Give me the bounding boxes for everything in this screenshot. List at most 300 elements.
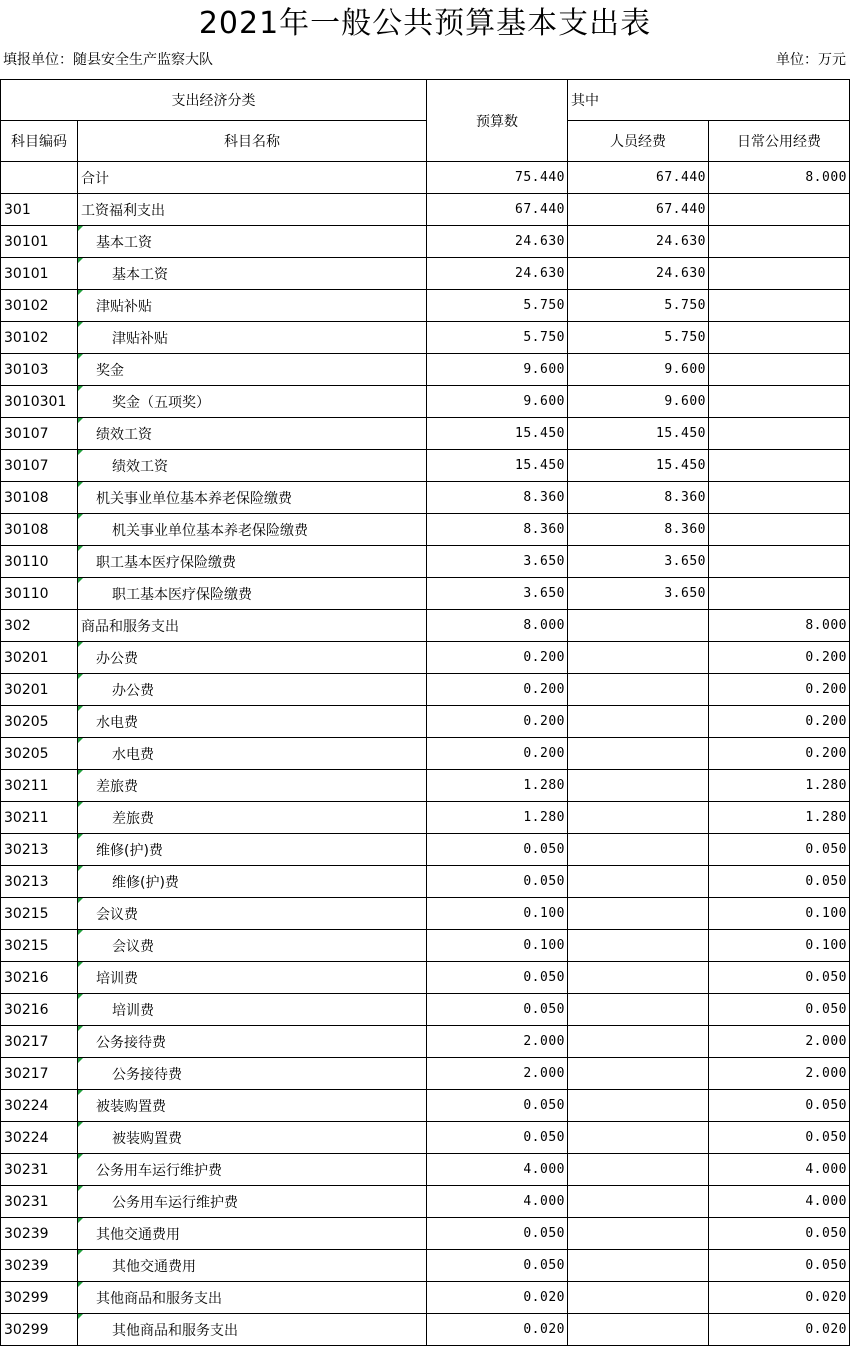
row-personnel [568, 578, 709, 610]
row-code-text: 30215 [4, 937, 49, 954]
row-code [1, 578, 78, 610]
table-row [1, 610, 850, 642]
row-public-text: 0.050 [805, 842, 847, 857]
row-public-text: 2.000 [805, 1066, 847, 1081]
row-code-text: 30211 [4, 777, 49, 794]
row-personnel [568, 610, 709, 642]
row-personnel-text: 8.360 [664, 490, 706, 505]
row-personnel-text: 15.450 [656, 426, 706, 441]
row-personnel [568, 1186, 709, 1218]
row-code [1, 674, 78, 706]
row-budget-text: 67.440 [515, 202, 565, 217]
row-public [709, 1090, 850, 1122]
row-personnel-text: 3.650 [664, 586, 706, 601]
row-personnel [568, 642, 709, 674]
row-code [1, 1026, 78, 1058]
row-personnel-text: 5.750 [664, 330, 706, 345]
row-budget [427, 322, 568, 354]
header-category: 支出经济分类 [1, 80, 427, 121]
cell-comment-marker-icon [78, 1122, 83, 1127]
cell-comment-marker-icon [78, 322, 83, 327]
row-public-text: 0.020 [805, 1290, 847, 1305]
row-budget-text: 1.280 [523, 778, 565, 793]
row-budget [427, 194, 568, 226]
row-name [78, 642, 427, 674]
row-budget [427, 834, 568, 866]
cell-comment-marker-icon [78, 962, 83, 967]
row-name [78, 226, 427, 258]
row-name-text: 公务用车运行维护费 [96, 1162, 222, 1179]
row-name [78, 258, 427, 290]
row-budget [427, 962, 568, 994]
row-name [78, 898, 427, 930]
cell-comment-marker-icon [78, 354, 83, 359]
row-name-text: 维修(护)费 [112, 874, 179, 891]
row-code-text: 30213 [4, 841, 49, 858]
row-code [1, 930, 78, 962]
row-name [78, 866, 427, 898]
table-row [1, 802, 850, 834]
row-personnel [568, 1026, 709, 1058]
row-public-text: 0.100 [805, 938, 847, 953]
currency-unit: 单位：万元 [776, 52, 846, 68]
row-name [78, 578, 427, 610]
row-name [78, 1314, 427, 1346]
table-row [1, 290, 850, 322]
row-public [709, 1122, 850, 1154]
row-name-text: 公务接待费 [96, 1034, 166, 1051]
row-name [78, 1154, 427, 1186]
row-name [78, 290, 427, 322]
row-budget-text: 0.200 [523, 714, 565, 729]
row-public-text: 4.000 [805, 1194, 847, 1209]
row-name-text: 被装购置费 [112, 1130, 182, 1147]
row-code [1, 354, 78, 386]
table-row [1, 674, 850, 706]
row-code [1, 1250, 78, 1282]
table-row [1, 1026, 850, 1058]
row-name [78, 738, 427, 770]
row-personnel [568, 1282, 709, 1314]
row-name [78, 962, 427, 994]
row-code-text: 30101 [4, 265, 49, 282]
row-code-text: 30217 [4, 1065, 49, 1082]
row-personnel-text: 8.360 [664, 522, 706, 537]
row-name-text: 职工基本医疗保险缴费 [96, 554, 236, 571]
row-budget [427, 578, 568, 610]
row-public-text: 0.050 [805, 1098, 847, 1113]
row-budget [427, 1154, 568, 1186]
row-code [1, 834, 78, 866]
row-code [1, 1218, 78, 1250]
row-personnel [568, 866, 709, 898]
row-budget-text: 15.450 [515, 458, 565, 473]
row-public [709, 1154, 850, 1186]
row-name-text: 培训费 [112, 1002, 154, 1019]
row-budget [427, 226, 568, 258]
row-name-text: 绩效工资 [96, 426, 152, 443]
row-public [709, 930, 850, 962]
row-code-text: 30224 [4, 1097, 49, 1114]
row-public [709, 1058, 850, 1090]
table-row [1, 1314, 850, 1346]
row-budget-text: 0.050 [523, 874, 565, 889]
header-personnel: 人员经费 [568, 121, 709, 162]
row-public [709, 834, 850, 866]
row-name [78, 162, 427, 194]
row-personnel-text: 15.450 [656, 458, 706, 473]
row-name-text: 公务接待费 [112, 1066, 182, 1083]
row-personnel [568, 1090, 709, 1122]
cell-comment-marker-icon [78, 642, 83, 647]
row-budget [427, 546, 568, 578]
table-row [1, 834, 850, 866]
row-code-text: 30110 [4, 553, 49, 570]
table-row [1, 546, 850, 578]
cell-comment-marker-icon [78, 226, 83, 231]
row-personnel [568, 834, 709, 866]
row-code [1, 546, 78, 578]
row-budget-text: 8.360 [523, 490, 565, 505]
row-code-text: 30231 [4, 1161, 49, 1178]
row-budget-text: 5.750 [523, 298, 565, 313]
row-public-text: 0.100 [805, 906, 847, 921]
row-code [1, 290, 78, 322]
row-code [1, 802, 78, 834]
row-public-text: 0.050 [805, 1130, 847, 1145]
table-row [1, 386, 850, 418]
row-personnel-text: 24.630 [656, 234, 706, 249]
row-code-text: 30215 [4, 905, 49, 922]
row-public [709, 194, 850, 226]
row-name [78, 1186, 427, 1218]
table-row [1, 578, 850, 610]
row-budget-text: 0.100 [523, 938, 565, 953]
row-personnel [568, 290, 709, 322]
row-budget [427, 1186, 568, 1218]
row-code-text: 30102 [4, 329, 49, 346]
row-public-text: 4.000 [805, 1162, 847, 1177]
row-code-text: 30107 [4, 425, 49, 442]
row-public [709, 354, 850, 386]
row-public [709, 770, 850, 802]
cell-comment-marker-icon [78, 514, 83, 519]
row-budget [427, 1250, 568, 1282]
header-code: 科目编码 [1, 121, 78, 162]
row-code [1, 482, 78, 514]
row-name [78, 194, 427, 226]
cell-comment-marker-icon [78, 386, 83, 391]
row-budget [427, 1314, 568, 1346]
header-public: 日常公用经费 [709, 121, 850, 162]
row-public [709, 1314, 850, 1346]
row-budget-text: 0.050 [523, 842, 565, 857]
row-budget-text: 15.450 [515, 426, 565, 441]
table-row [1, 770, 850, 802]
row-budget [427, 290, 568, 322]
row-name [78, 802, 427, 834]
row-public [709, 866, 850, 898]
row-code-text: 30102 [4, 297, 49, 314]
table-row [1, 738, 850, 770]
cell-comment-marker-icon [78, 546, 83, 551]
row-code-text: 30101 [4, 233, 49, 250]
table-row [1, 962, 850, 994]
row-public-text: 0.200 [805, 714, 847, 729]
row-personnel [568, 770, 709, 802]
row-public [709, 290, 850, 322]
row-personnel [568, 322, 709, 354]
row-public [709, 450, 850, 482]
row-budget-text: 0.100 [523, 906, 565, 921]
row-name [78, 1122, 427, 1154]
row-budget-text: 4.000 [523, 1162, 565, 1177]
row-name [78, 322, 427, 354]
table-row [1, 418, 850, 450]
row-personnel [568, 1122, 709, 1154]
row-personnel [568, 258, 709, 290]
row-budget-text: 24.630 [515, 234, 565, 249]
row-budget [427, 706, 568, 738]
row-name-text: 水电费 [96, 714, 138, 731]
row-name [78, 1218, 427, 1250]
cell-comment-marker-icon [78, 1058, 83, 1063]
row-budget-text: 0.020 [523, 1322, 565, 1337]
table-row [1, 1218, 850, 1250]
row-name [78, 450, 427, 482]
row-public [709, 674, 850, 706]
table-row [1, 1058, 850, 1090]
table-row [1, 1250, 850, 1282]
row-code [1, 1314, 78, 1346]
row-name [78, 1250, 427, 1282]
cell-comment-marker-icon [78, 930, 83, 935]
row-public-text: 0.200 [805, 682, 847, 697]
row-budget-text: 0.020 [523, 1290, 565, 1305]
row-name-text: 会议费 [112, 938, 154, 955]
table-row [1, 450, 850, 482]
row-name-text: 奖金 [96, 362, 124, 379]
row-personnel-text: 24.630 [656, 266, 706, 281]
row-code-text: 30110 [4, 585, 49, 602]
row-personnel [568, 738, 709, 770]
row-budget-text: 0.050 [523, 1098, 565, 1113]
row-public [709, 962, 850, 994]
table-row [1, 1122, 850, 1154]
row-personnel-text: 9.600 [664, 394, 706, 409]
table-row [1, 1282, 850, 1314]
cell-comment-marker-icon [78, 1026, 83, 1031]
row-budget-text: 0.050 [523, 970, 565, 985]
row-name [78, 770, 427, 802]
cell-comment-marker-icon [78, 802, 83, 807]
cell-comment-marker-icon [78, 418, 83, 423]
reporting-unit: 填报单位：随县安全生产监察大队 [3, 52, 213, 68]
row-public-text: 8.000 [805, 170, 847, 185]
table-row [1, 898, 850, 930]
row-budget [427, 514, 568, 546]
row-public [709, 1250, 850, 1282]
row-budget-text: 0.050 [523, 1226, 565, 1241]
row-personnel-text: 3.650 [664, 554, 706, 569]
row-budget [427, 1218, 568, 1250]
row-name [78, 674, 427, 706]
table-row [1, 258, 850, 290]
row-public-text: 1.280 [805, 778, 847, 793]
row-code-text: 30201 [4, 649, 49, 666]
row-budget-text: 3.650 [523, 586, 565, 601]
row-budget-text: 2.000 [523, 1066, 565, 1081]
row-code-text: 301 [4, 201, 31, 218]
row-code-text: 30299 [4, 1289, 49, 1306]
row-budget [427, 930, 568, 962]
row-code-text: 30299 [4, 1321, 49, 1338]
row-budget [427, 994, 568, 1026]
row-public [709, 898, 850, 930]
header-of-which: 其中 [568, 80, 850, 121]
page-title: 2021年一般公共预算基本支出表 [198, 6, 652, 41]
row-name [78, 1090, 427, 1122]
row-code [1, 162, 78, 194]
row-name-text: 其他交通费用 [96, 1226, 180, 1243]
row-code-text: 30213 [4, 873, 49, 890]
cell-comment-marker-icon [78, 290, 83, 295]
row-budget [427, 482, 568, 514]
row-code [1, 1282, 78, 1314]
row-budget-text: 8.360 [523, 522, 565, 537]
row-budget [427, 1090, 568, 1122]
row-public [709, 610, 850, 642]
row-budget [427, 642, 568, 674]
row-public [709, 1026, 850, 1058]
row-personnel [568, 1314, 709, 1346]
table-row [1, 994, 850, 1026]
row-code [1, 962, 78, 994]
table-body [1, 162, 850, 1346]
row-name-text: 其他商品和服务支出 [96, 1290, 222, 1307]
row-name [78, 610, 427, 642]
cell-comment-marker-icon [78, 450, 83, 455]
row-budget [427, 354, 568, 386]
row-public [709, 1218, 850, 1250]
row-code-text: 30201 [4, 681, 49, 698]
row-personnel [568, 706, 709, 738]
row-name [78, 834, 427, 866]
row-public-text: 0.050 [805, 1226, 847, 1241]
row-code [1, 1154, 78, 1186]
row-budget-text: 9.600 [523, 362, 565, 377]
row-code [1, 994, 78, 1026]
row-name-text: 培训费 [96, 970, 138, 987]
row-code-text: 30239 [4, 1257, 49, 1274]
row-budget [427, 610, 568, 642]
cell-comment-marker-icon [78, 994, 83, 999]
row-budget-text: 3.650 [523, 554, 565, 569]
row-code [1, 1186, 78, 1218]
cell-comment-marker-icon [78, 866, 83, 871]
row-personnel [568, 418, 709, 450]
row-name [78, 354, 427, 386]
row-budget-text: 5.750 [523, 330, 565, 345]
row-personnel [568, 1250, 709, 1282]
row-name-text: 会议费 [96, 906, 138, 923]
row-personnel [568, 802, 709, 834]
row-personnel [568, 1218, 709, 1250]
row-public-text: 2.000 [805, 1034, 847, 1049]
header-name: 科目名称 [78, 121, 427, 162]
cell-comment-marker-icon [78, 482, 83, 487]
row-personnel [568, 962, 709, 994]
row-personnel [568, 354, 709, 386]
row-code [1, 1090, 78, 1122]
row-budget [427, 258, 568, 290]
row-personnel [568, 930, 709, 962]
row-name-text: 被装购置费 [96, 1098, 166, 1115]
row-code-text: 30224 [4, 1129, 49, 1146]
cell-comment-marker-icon [78, 1186, 83, 1191]
row-code [1, 1058, 78, 1090]
row-name-text: 基本工资 [96, 234, 152, 251]
row-personnel [568, 162, 709, 194]
row-public [709, 1186, 850, 1218]
row-name [78, 1282, 427, 1314]
cell-comment-marker-icon [78, 738, 83, 743]
row-name-text: 津贴补贴 [96, 298, 152, 315]
row-name [78, 930, 427, 962]
table-row [1, 930, 850, 962]
row-public [709, 1282, 850, 1314]
row-budget [427, 386, 568, 418]
row-budget-text: 0.050 [523, 1130, 565, 1145]
row-personnel [568, 194, 709, 226]
row-public [709, 514, 850, 546]
table-row [1, 866, 850, 898]
table-row [1, 194, 850, 226]
row-public-text: 0.200 [805, 746, 847, 761]
row-name [78, 1026, 427, 1058]
row-code [1, 1122, 78, 1154]
row-budget [427, 770, 568, 802]
row-budget [427, 1026, 568, 1058]
row-public [709, 546, 850, 578]
row-budget [427, 674, 568, 706]
row-code-text: 30107 [4, 457, 49, 474]
row-name-text: 差旅费 [96, 778, 138, 795]
row-budget-text: 8.000 [523, 618, 565, 633]
table-row [1, 1154, 850, 1186]
row-public [709, 418, 850, 450]
row-code-text: 30103 [4, 361, 49, 378]
row-personnel [568, 1154, 709, 1186]
row-budget [427, 802, 568, 834]
row-code-text: 30231 [4, 1193, 49, 1210]
row-public [709, 162, 850, 194]
cell-comment-marker-icon [78, 1154, 83, 1159]
row-budget-text: 75.440 [515, 170, 565, 185]
row-code [1, 738, 78, 770]
row-name [78, 706, 427, 738]
row-code [1, 514, 78, 546]
row-public [709, 322, 850, 354]
row-code-text: 30216 [4, 1001, 49, 1018]
row-code [1, 418, 78, 450]
row-public [709, 994, 850, 1026]
row-public [709, 386, 850, 418]
row-budget [427, 898, 568, 930]
row-code [1, 866, 78, 898]
row-budget [427, 162, 568, 194]
row-code-text: 30216 [4, 969, 49, 986]
